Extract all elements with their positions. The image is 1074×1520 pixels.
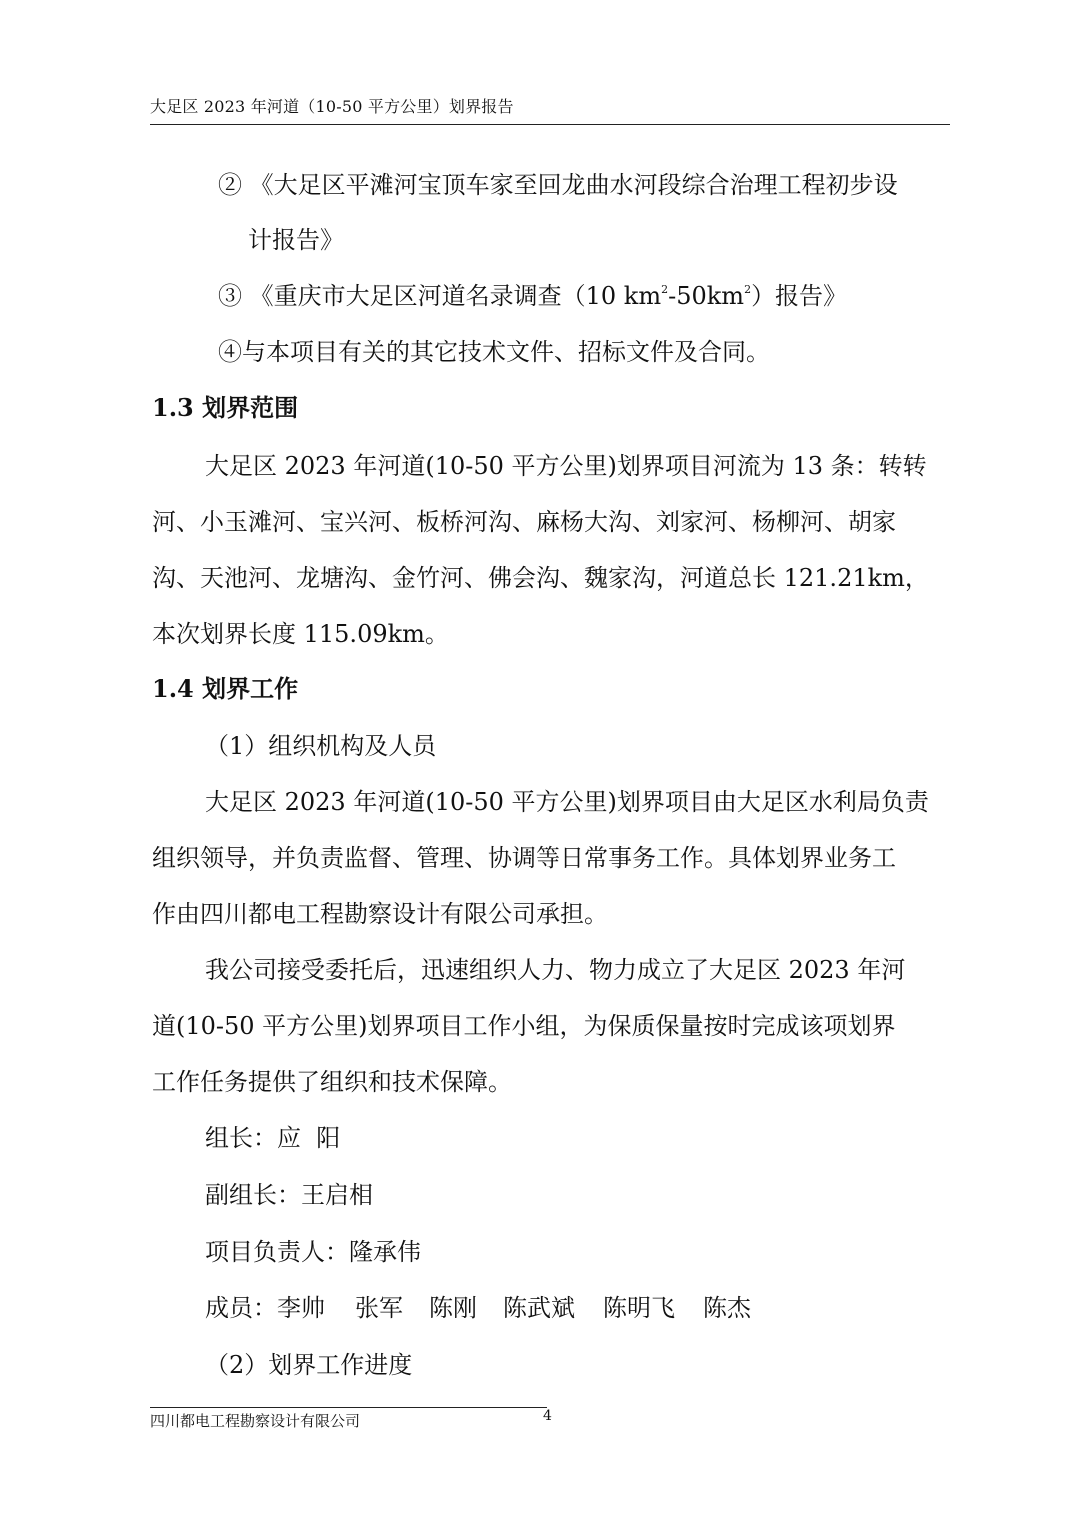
member-name: 陈明飞: [603, 1294, 675, 1322]
paragraph-line: 本次划界长度 115.09km。: [152, 620, 449, 648]
paragraph-line: 作由四川都电工程勘察设计有限公司承担。: [152, 900, 608, 928]
header-rule: [150, 124, 950, 125]
ref-item-2-line1: ② 《大足区平滩河宝顶车家至回龙曲水河段综合治理工程初步设: [218, 171, 898, 199]
ref-item-4: ④与本项目有关的其它技术文件、招标文件及合同。: [218, 338, 770, 366]
team-deputy: 副组长：王启相: [205, 1181, 373, 1209]
section-heading-1-3: 1.3 划界范围: [152, 393, 299, 422]
member-name: 李帅: [277, 1294, 325, 1322]
page-number: 4: [543, 1408, 552, 1424]
member-name: 陈武斌: [503, 1294, 575, 1322]
page-header: 大足区 2023 年河道（10-50 平方公里）划界报告: [150, 97, 514, 116]
subheading-1: （1）组织机构及人员: [205, 732, 437, 760]
paragraph-line: 河、小玉滩河、宝兴河、板桥河沟、麻杨大沟、刘家河、杨柳河、胡家: [152, 508, 896, 536]
paragraph-line: 组织领导，并负责监督、管理、协调等日常事务工作。具体划界业务工: [152, 844, 896, 872]
section-heading-1-4: 1.4 划界工作: [152, 674, 299, 703]
paragraph-line: 我公司接受委托后，迅速组织人力、物力成立了大足区 2023 年河: [205, 956, 906, 984]
paragraph-line: 大足区 2023 年河道(10-50 平方公里)划界项目河流为 13 条：转转: [205, 452, 927, 480]
paragraph-line: 沟、天池河、龙塘沟、金竹河、佛会沟、魏家沟，河道总长 121.21km，: [152, 564, 929, 592]
paragraph-line: 道(10-50 平方公里)划界项目工作小组，为保质保量按时完成该项划界: [152, 1012, 896, 1040]
paragraph-line: 大足区 2023 年河道(10-50 平方公里)划界项目由大足区水利局负责: [205, 788, 929, 816]
member-name: 陈刚: [429, 1294, 477, 1322]
member-name: 陈杰: [703, 1294, 751, 1322]
team-leader: 组长：应 阳: [205, 1124, 341, 1152]
ref-item-3: ③ 《重庆市大足区河道名录调查（10 $km^2-50km^2$）报告》: [218, 282, 848, 310]
paragraph-line: 工作任务提供了组织和技术保障。: [152, 1068, 512, 1096]
members-label: 成员：: [205, 1294, 277, 1322]
team-members: [205, 1293, 751, 1323]
footer-company: 四川都电工程勘察设计有限公司: [150, 1412, 361, 1430]
project-manager: 项目负责人：隆承伟: [205, 1238, 421, 1266]
subheading-2: （2）划界工作进度: [205, 1351, 413, 1379]
member-name: 张军: [355, 1294, 403, 1322]
ref-item-2-line2: 计报告》: [248, 226, 344, 254]
footer-rule: [150, 1407, 547, 1408]
